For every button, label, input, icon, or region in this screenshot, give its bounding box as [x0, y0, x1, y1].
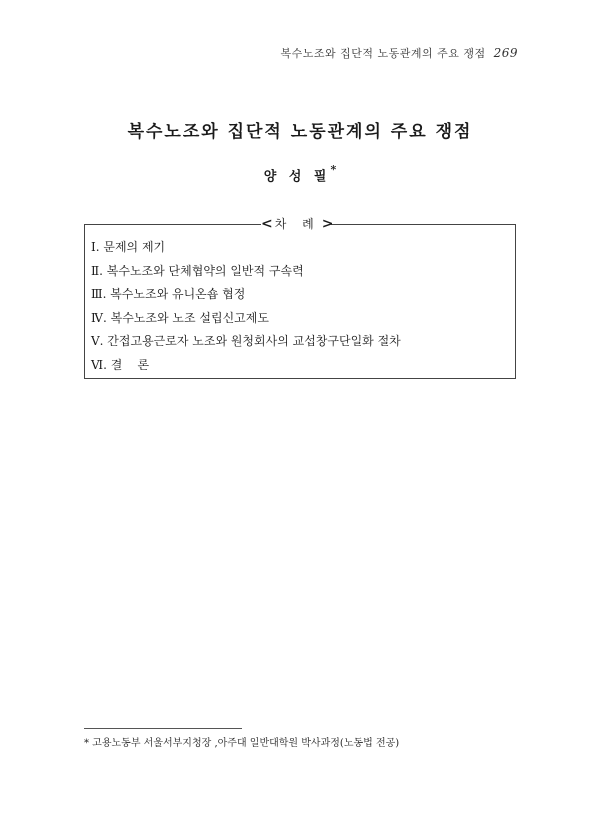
- article-title: 복수노조와 집단적 노동관계의 주요 쟁점: [127, 122, 473, 142]
- toc-item: Ⅳ. 복수노조와 노조 설립신고제도: [91, 310, 269, 325]
- author-name: 양 성 필: [263, 169, 331, 185]
- toc-top-border-left: [85, 224, 261, 225]
- toc-item: Ⅲ. 복수노조와 유니온숍 협정: [91, 287, 246, 301]
- running-header: [280, 45, 518, 61]
- toc-heading-label: 차 례: [274, 217, 320, 231]
- toc-list: [91, 236, 401, 377]
- page-number: 269: [493, 46, 518, 60]
- toc-item: Ⅴ. 간접고용근로자 노조와 원청회사의 교섭창구단일화 절차: [91, 334, 401, 348]
- toc-item: Ⅱ. 복수노조와 단체협약의 일반적 구속력: [91, 263, 304, 278]
- toc-item: Ⅵ. 결 론: [91, 357, 150, 372]
- toc-top-border-right: [329, 224, 515, 225]
- author-footnote-mark: *: [330, 163, 337, 176]
- toc-item: Ⅰ. 문제의 제기: [91, 240, 166, 254]
- table-of-contents: [84, 216, 516, 379]
- footnote-divider: [84, 728, 242, 729]
- author-line: [0, 165, 600, 184]
- left-angle-icon: <: [261, 216, 273, 232]
- footnote: * 고용노동부 서울서부지청장 ,아주대 일반대학원 박사과정(노동법 전공): [84, 738, 400, 749]
- toc-heading: [261, 215, 334, 233]
- running-header-title: 복수노조와 집단적 노동관계의 주요 쟁점: [280, 47, 486, 60]
- right-angle-icon: >: [321, 216, 334, 232]
